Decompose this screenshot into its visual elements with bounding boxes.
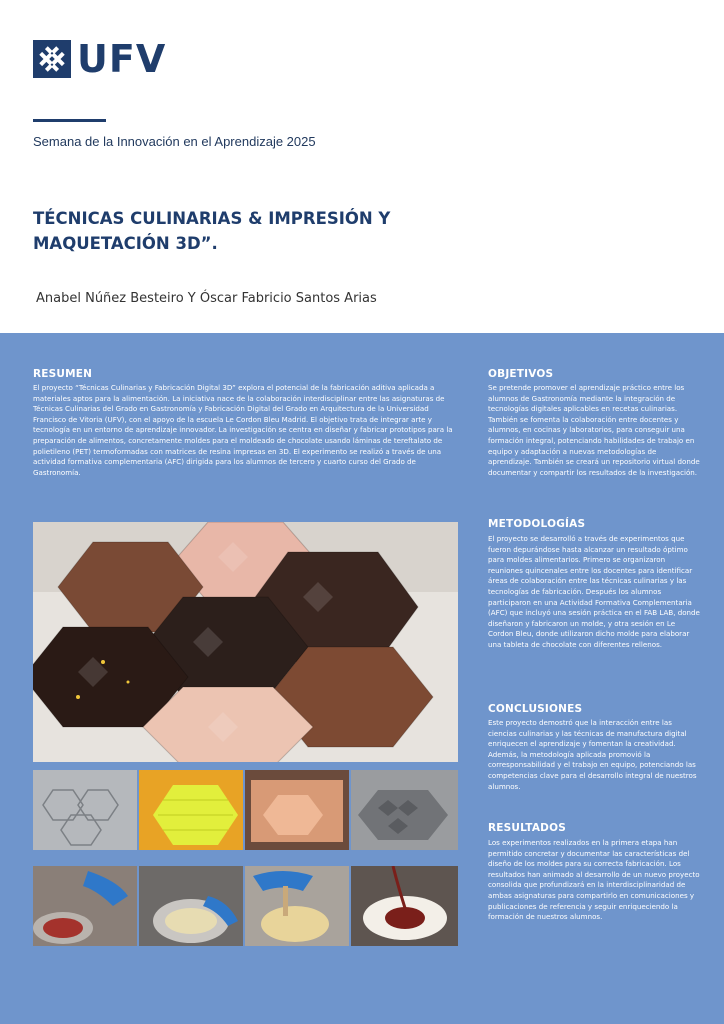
resultados-body: Los experimentos realizados en la primera etapa han permitido concretar y documentar las características del diseño de los moldes para su correcta fabricación. Los resultados han animado al desarrollo de un nuevo proyecto consolida que profundizará en la interdisciplinaridad de ambas asignaturas para compartirlo en comunicaciones y publicaciones de referencia y seguir enriqueciendo la formación de nuestros alumnos. xyxy=(488,838,700,922)
header-rule xyxy=(33,119,106,122)
conclusiones-body: Este proyecto demostró que la interacción entre las ciencias culinarias y las técnicas de manufactura digital enriquecen el aprendizaje y fomentan la creatividad. Además, la metodología aplicada promovió la corresponsabilidad y el trabajo en equipo, potenciando las competencias clave para el desarrollo integral de nuestros alumnos. xyxy=(488,718,697,791)
resumen-body: El proyecto “Técnicas Culinarias y Fabricación Digital 3D” explora el potencial de la fabricación aditiva aplicada a materiales aptos para la alimentación. La iniciativa nace de la colaboración interdisciplinar entre las asignaturas de Técnicas Culinarias del Grado en Gastronomía y Fabricación Digital del Grado en Arquitectura de la Universidad Francisco de Vitoria (UFV), con el apoyo de la escuela Le Cordon Bleu Madrid. El objetivo trata de integrar arte y tecnología en un entorno de aprendizaje innovador. La investigación se centra en diseñar y fabricar prototipos para la preparación de alimentos, concretamente moldes para el moldeado de chocolate usando láminas de tereftalato de polietileno (PET) termoformadas con matrices de resina impresas en 3D. El experimento se realizó a través de una actividad formativa complementaria (AFC) dirigida para los alumnos de tercero y cuarto curso del Grado de Gastronomía. xyxy=(33,383,453,477)
objetivos-body: Se pretende promover el aprendizaje práctico entre los alumnos de Gastronomía mediante la integración de tecnologías digitales aplicables en recetas culinarias. También se fomenta la colaboración entre docentes y alumnos, en cocinas y laboratorios, para conseguir una formación integral, potenciando habilidades de trabajo en equipo y adaptación a nuevas metodologías de aprendizaje. También se creará un repositorio virtual donde documentar y compartir los resultados de la investigación. xyxy=(488,383,700,477)
content-panel xyxy=(0,333,724,1024)
metodologias-body: El proyecto se desarrolló a través de experimentos que fueron depurándose hasta alcanzar un resultado óptimo para moldes alimentarios. Primero se organizaron reuniones quincenales entre los docentes para identificar áreas de colaboración entre las técnicas culinarias y las tecnologías de fabricación. Después los alumnos participaron en una Actividad Formativa Complementaria (AFC) que incluyó una sesión práctica en el FAB LAB, donde diseñaron y fabricaron un molde, y otra sesión en Le Cordon Bleu, donde utilizaron dicho molde para elaborar una tableta de chocolate con diferentes rellenos. xyxy=(488,534,700,649)
poster-header xyxy=(0,0,724,333)
metodologias-title: METODOLOGÍAS xyxy=(488,518,586,530)
resumen-title: RESUMEN xyxy=(33,368,93,380)
ufv-logo xyxy=(33,37,167,81)
molds-strip-photo xyxy=(33,770,458,850)
objetivos-title: OBJETIVOS xyxy=(488,368,554,380)
kitchen-strip-photo xyxy=(33,866,458,946)
chocolate-tablets-photo xyxy=(33,522,458,762)
conclusiones-title: CONCLUSIONES xyxy=(488,703,583,715)
resultados-title: RESULTADOS xyxy=(488,822,566,834)
poster-title: TÉCNICAS CULINARIAS & IMPRESIÓN Y MAQUETACIÓN 3D”. xyxy=(33,209,391,253)
authors: Anabel Núñez Besteiro Y Óscar Fabricio Santos Arias xyxy=(36,291,377,306)
logo-text: UFV xyxy=(77,37,167,81)
ufv-emblem-icon xyxy=(33,40,71,78)
event-name: Semana de la Innovación en el Aprendizaje 2025 xyxy=(33,134,316,149)
